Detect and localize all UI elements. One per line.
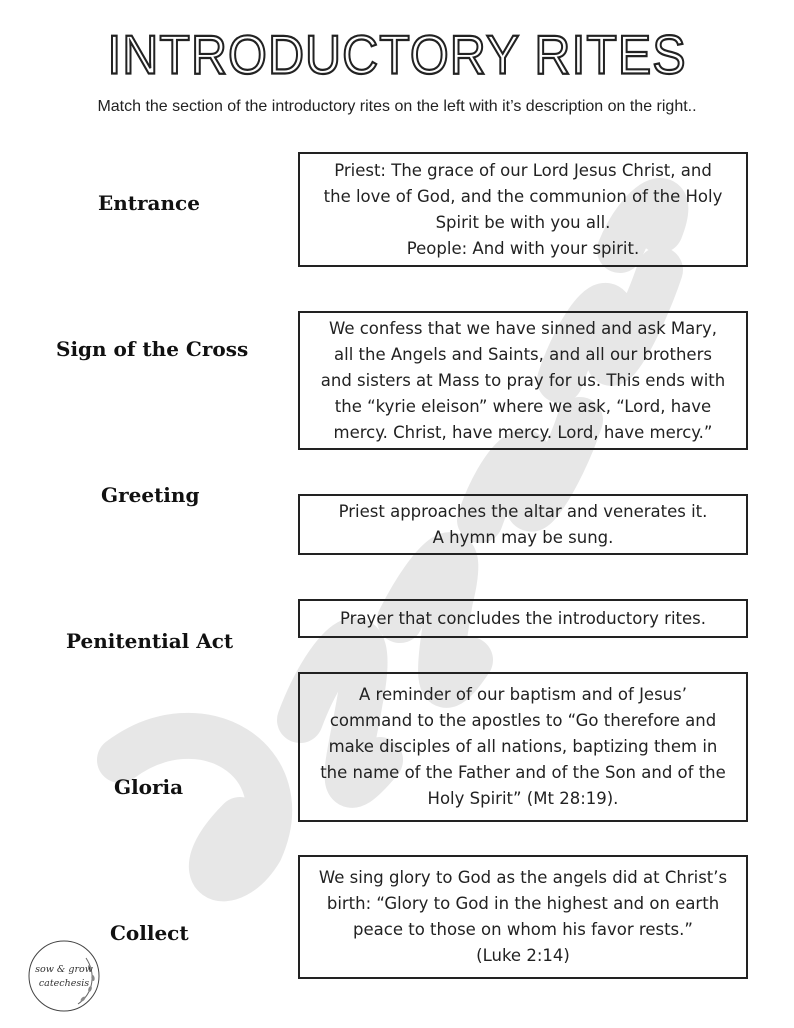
description-line: the “kyrie eleison” where we ask, “Lord, have xyxy=(334,396,712,416)
description-line: We confess that we have sinned and ask Mary, xyxy=(328,318,718,338)
term-greeting: Greeting xyxy=(101,483,200,507)
logo-line-2: catechesis xyxy=(38,978,90,989)
description-line: Holy Spirit” (Mt 28:19). xyxy=(427,789,619,808)
description-line: the love of God, and the communion of the Holy xyxy=(323,186,723,206)
description-box-6 xyxy=(298,855,748,979)
description-line: mercy. Christ, have mercy. Lord, have mercy.” xyxy=(333,422,713,442)
logo-line-1: sow & grow xyxy=(35,964,93,975)
description-box-3 xyxy=(298,494,748,555)
description-line: Prayer that concludes the introductory rites. xyxy=(340,608,706,628)
page-title: INTRODUCTORY RITES xyxy=(107,24,687,86)
description-line: Spirit be with you all. xyxy=(435,212,611,232)
description-line: the name of the Father and of the Son and of the xyxy=(320,763,726,782)
description-line: peace to those on whom his favor rests.” xyxy=(353,920,693,939)
description-line: Priest: The grace of our Lord Jesus Christ, and xyxy=(334,160,712,180)
description-box-4 xyxy=(298,599,748,638)
description-line: Priest approaches the altar and venerates it. xyxy=(338,501,708,521)
description-line: A hymn may be sung. xyxy=(432,527,614,547)
term-collect: Collect xyxy=(110,921,189,945)
description-line: make disciples of all nations, baptizing them in xyxy=(328,737,718,756)
description-box-1 xyxy=(298,152,748,267)
sow-and-grow-logo xyxy=(26,938,102,1014)
description-line: and sisters at Mass to pray for us. This ends with xyxy=(320,370,726,390)
instructions: Match the section of the introductory rites on the left with it’s description on the right.. xyxy=(97,98,697,115)
term-penitential-act: Penitential Act xyxy=(66,629,234,653)
description-line: We sing glory to God as the angels did at Christ’s xyxy=(318,868,728,887)
description-line: People: And with your spirit. xyxy=(406,238,640,258)
description-box-5 xyxy=(298,672,748,822)
logo-wreath-icon xyxy=(26,938,102,1014)
term-gloria: Gloria xyxy=(114,775,184,799)
description-line: birth: “Glory to God in the highest and on earth xyxy=(326,894,720,913)
description-line: (Luke 2:14) xyxy=(476,946,570,965)
description-line: A reminder of our baptism and of Jesus’ xyxy=(359,685,687,704)
description-box-2 xyxy=(298,311,748,450)
description-line: all the Angels and Saints, and all our brothers xyxy=(334,344,712,364)
term-sign-of-the-cross: Sign of the Cross xyxy=(56,337,249,361)
term-entrance: Entrance xyxy=(98,191,200,215)
description-line: command to the apostles to “Go therefore and xyxy=(329,711,717,730)
